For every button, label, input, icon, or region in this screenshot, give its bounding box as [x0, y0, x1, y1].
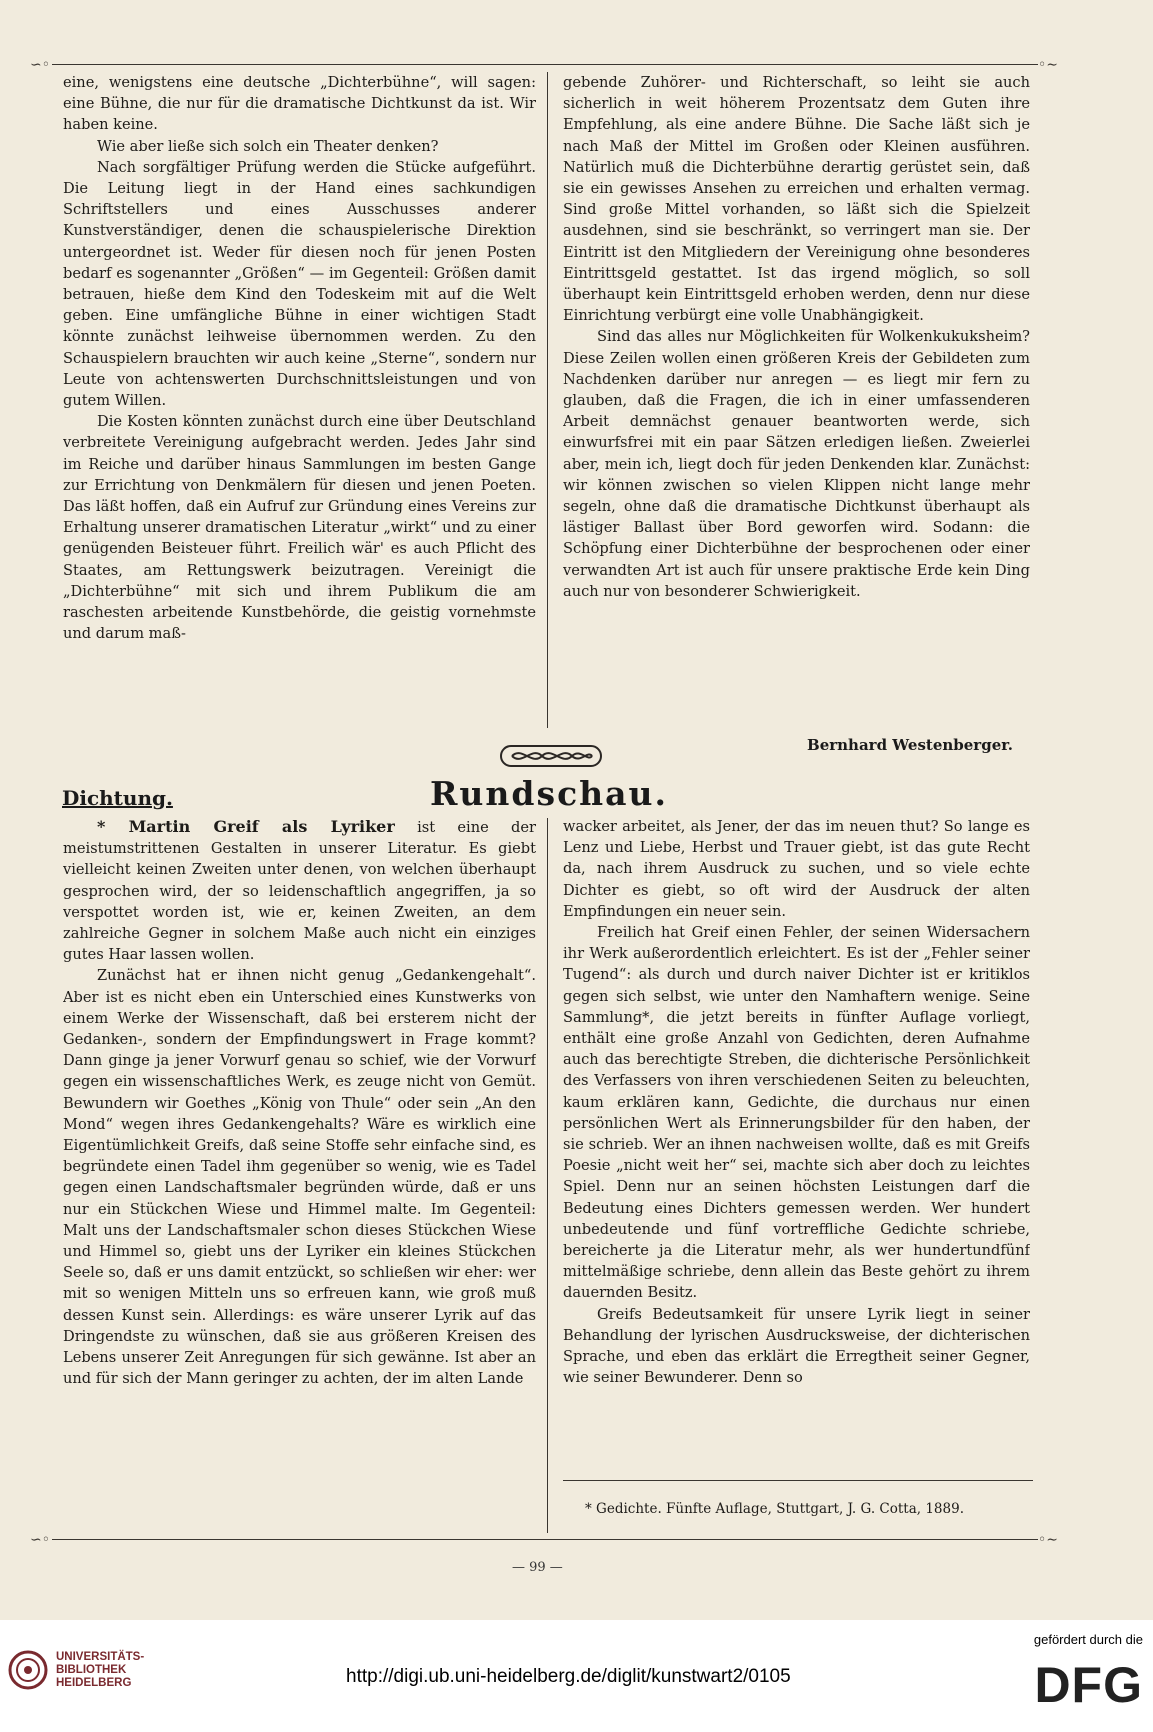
paragraph: Sind das alles nur Möglichkeiten für Wolkenkukuksheim? Diese Zeilen wollen einen größeren Kreis der Gebildeten zum Nachdenken darüber nur anregen — es liegt mir fern zu glauben, daß die Fragen, die ich in einer umfassenderen Arbeit demnächst genauer beantworten werde, sich einwurfsfrei mit ein paar Sätzen erledigen ließen. Zweierlei aber, mein ich, liegt doch für jeden Denkenden klar. Zunächst: wir können zwischen so vielen Klippen nicht lange mehr segeln, ohne daß die dramatische Dichtkunst überhaupt als lästiger Ballast über Bord geworfen wird. Sodann: die Schöpfung einer Dichterbühne der besprochenen oder einer verwandten Art ist auch für unsere praktische Erde kein Ding auch nur von besonderer Schwierigkeit.	[563, 328, 1030, 600]
corner-ornament-icon: ◦∼	[1038, 1532, 1058, 1548]
paragraph: Die Kosten könnten zunächst durch eine über Deutschland verbreitete Vereinigung aufgebracht werden. Jedes Jahr sind im Reiche und darüber hinaus Sammlungen im besten Gange zur Errichtung von Denkmälern für diesen und jenen Poeten. Das läßt hoffen, daß ein Aufruf zur Gründung eines Vereins zur Erhaltung unserer dramatischen Literatur „wirkt“ und zu einer genügenden Beisteuer führt. Freilich wär' es auch Pflicht des Staates, am Rettungswerk beizutragen. Vereinigt die „Dichterbühne“ mit sich und ihrem Publikum die am raschesten arbeitende Kunstbehörde, die geistig vornehmste und darum maß-	[63, 413, 536, 643]
funding-note: gefördert durch die	[1033, 1632, 1143, 1647]
bottom-left-column	[63, 816, 536, 1546]
paragraph: gebende Zuhörer- und Richterschaft, so leiht sie auch sicherlich in weit höherem Prozentsatz dem Guten ihre Empfehlung, als eine andere Bühne. Die Sache läßt sich je nach Maß der Mittel im Großen oder Kleinen ausführen. Natürlich muß die Dichterbühne derartig gerüstet sein, daß sie ein gewisses Ansehen zu erreichen und erhalten vermag. Sind große Mittel vorhanden, so läßt sich die Spielzeit ausdehnen, sind sie beschränkt, so verringert man sie. Der Eintritt ist den Mitgliedern der Vereinigung ohne besonderes Eintrittsgeld gestattet. Ist das irgend möglich, so soll überhaupt kein Eintrittsgeld erhoben werden, denn nur diese Einrichtung verbürgt eine volle Unabhängigkeit.	[563, 74, 1030, 325]
paragraph: Wie aber ließe sich solch ein Theater denken?	[97, 137, 439, 155]
paragraph: Freilich hat Greif einen Fehler, der seinen Widersachern ihr Werk außerordentlich erleichtert. Es ist der „Fehler seiner Tugend“: als durch und durch naiver Dichter ist er kritiklos gegen sich selbst, wie unter den Namhaftern wenige. Seine Sammlung*, die jetzt bereits in fünfter Auflage vorliegt, enthält eine große Anzahl von Gedichten, deren Aufnahme auch das berechtigte Streben, die dichterische Persönlichkeit des Verfassers von ihren verschiedenen Seiten zu beleuchten, kaum erklären kann, Gedichte, die durchaus nur einen persönlichen Wert als Erinnerungsbilder für den haben, der sie schrieb. Wer an ihnen nachweisen wollte, daß es mit Greifs Poesie „nicht weit her“ sei, machte sich aber doch zu leichtes Spiel. Denn nur an seinen höchsten Leistungen darf die Bedeutung eines Dichters gemessen werden. Wer hundert unbedeutende und fünf vortreffliche Gedichte schriebe, bereicherte ja die Literatur mehr, als wer hundertundfünf mittelmäßige schriebe, denn allein das Beste gehört zu ihrem dauernden Besitz.	[563, 924, 1030, 1302]
institution-name: UNIVERSITÄTS- BIBLIOTHEK HEIDELBERG	[56, 1650, 145, 1689]
viewer-footer	[0, 1620, 1153, 1732]
permalink-url[interactable]: http://digi.ub.uni-heidelberg.de/diglit/kunstwart2/0105	[346, 1666, 791, 1687]
section-title: Rundschau.	[430, 774, 669, 813]
bottom-rule	[52, 1539, 1038, 1540]
top-right-column	[563, 72, 1030, 712]
article-lead: * Martin Greif als Lyriker	[97, 817, 395, 836]
bottom-right-column	[563, 816, 1030, 1476]
page-number: — 99 —	[512, 1560, 563, 1575]
corner-ornament-icon: ∽◦	[30, 57, 50, 73]
section-label: Dichtung.	[62, 786, 173, 810]
university-seal-icon	[8, 1650, 48, 1690]
divider-ornament-icon	[500, 742, 602, 770]
top-rule	[52, 64, 1038, 65]
paragraph: Nach sorgfältiger Prüfung werden die Stücke aufgeführt. Die Leitung liegt in der Hand eines sachkundigen Schriftstellers und eines Ausschusses anderer Kunstverständiger, denen die schauspielerische Direktion untergeordnet ist. Weder für diesen noch für jenen Posten bedarf es sogenannter „Größen“ — im Gegenteil: Größen damit betrauen, hieße dem Kind den Todeskeim mit auf die Welt geben. Eine umfängliche Bühne in einer wichtigen Stadt könnte zunächst leihweise übernommen werden. Zu den Schauspielern brauchten wir auch keine „Sterne“, sondern nur Leute von achtenswerten Durchschnittsleistungen und von gutem Willen.	[63, 158, 536, 410]
column-divider	[547, 818, 548, 1533]
column-divider	[547, 72, 548, 728]
footnote: * Gedichte. Fünfte Auflage, Stuttgart, J. G. Cotta, 1889.	[585, 1501, 964, 1517]
paragraph: Greifs Bedeutsamkeit für unsere Lyrik liegt in seiner Behandlung der lyrischen Ausdrucksweise, der dichterischen Sprache, und eben das erklärt die Erregtheit seiner Gegner, wie seiner Bewunderer. Denn so	[563, 1305, 1030, 1387]
paragraph: eine, wenigstens eine deutsche „Dichterbühne“, will sagen: eine Bühne, die nur für die dramatische Dichtkunst da ist. Wir haben keine.	[63, 74, 536, 134]
dfg-logo[interactable]: DFG	[1034, 1657, 1143, 1713]
footnote-rule	[563, 1480, 1033, 1481]
paragraph: Zunächst hat er ihnen nicht genug „Gedankengehalt“. Aber ist es nicht eben ein Unterschied eines Kunstwerks von einem Werke der Wissenschaft, daß bei ersterem nicht der Gedanken-, sondern der Empfindungswert in Frage kommt? Dann ginge ja jener Vorwurf genau so schief, wie der Vorwurf gegen ein wissenschaftliches Werk, es zeuge nicht von Gemüt. Bewundern wir Goethes „König von Thule“ oder sein „An den Mond“ wegen ihres Gedankengehalts? Wäre es wirklich eine Eigentümlichkeit Greifs, daß seine Stoffe sehr einfache sind, es begründete einen Tadel ihm gegenüber so wenig, wie es Tadel gegen einen Landschaftsmaler begründen würde, daß er uns nur ein Stückchen Wiese und Himmel malte. Im Gegenteil: Malt uns der Landschaftsmaler schon dieses Stückchen Wiese und Himmel so, giebt uns der Lyriker ein kleines Stückchen Seele so, daß er uns damit entzückt, so schließen wir eher: wer mit so wenigen Mitteln uns so erfreuen kann, wie groß muß dessen Kunst sein. Allerdings: es wäre unserer Lyrik auf das Dringendste zu wünschen, daß sie aus größeren Kreisen des Lebens unserer Zeit Anregungen für sich gewänne. Ist aber an und für sich der Mann geringer zu achten, der im alten Lande	[63, 967, 536, 1388]
corner-ornament-icon: ◦∼	[1038, 57, 1058, 73]
top-left-column	[63, 72, 536, 732]
paragraph: * Martin Greif als Lyriker ist eine der meistumstrittenen Gestalten in unserer Literatur. Es giebt vielleicht keinen Zweiten unter denen, von welchen überhaupt gesprochen wird, der so leidenschaftlich angegriffen, ja so verspottet worden ist, wie er, keinen Zweiten, an dem zahlreiche Gegner in solchem Maße auch nicht ein einziges gutes Haar lassen wollen.	[63, 817, 536, 964]
university-logo[interactable]	[8, 1650, 144, 1690]
author-signature: Bernhard Westenberger.	[807, 736, 1013, 754]
corner-ornament-icon: ∽◦	[30, 1532, 50, 1548]
paragraph: wacker arbeitet, als Jener, der das im neuen thut? So lange es Lenz und Liebe, Herbst und Trauer giebt, ist das gute Recht da, nach ihrem Ausdruck zu suchen, und so viele echte Dichter es giebt, so oft wird der Ausdruck der alten Empfindungen ein neuer sein.	[563, 818, 1030, 920]
